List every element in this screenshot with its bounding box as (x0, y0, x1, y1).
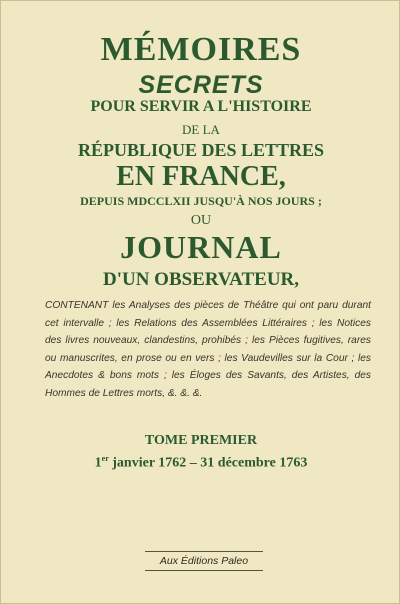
subtitle-pour-servir: POUR SERVIR A L'HISTOIRE (90, 98, 312, 115)
subtitle-de-la: DE LA (182, 122, 220, 137)
subtitle-en-france: EN FRANCE, (116, 161, 286, 192)
title-journal: JOURNAL (120, 229, 282, 265)
tome-label: TOME PREMIER (144, 433, 258, 448)
subtitle-depuis: DEPUIS MDCCLXII JUSQU'À NOS JOURS ; (80, 194, 322, 208)
subtitle-observateur: D'UN OBSERVATEUR, (102, 269, 300, 290)
publisher-label: Aux Éditions Paleo (145, 551, 263, 571)
date-rest: janvier 1762 – 31 décembre 1763 (108, 455, 308, 471)
date-superscript: er (101, 454, 109, 463)
date-range (1, 454, 400, 472)
subtitle-ou: OU (190, 213, 212, 228)
title-memoires: MÉMOIRES (100, 31, 302, 68)
contents-paragraph: CONTENANT les Analyses des pièces de Théâtre qui ont paru durant cet intervalle ; les Relations des Assemblées Littéraires ; les Notices des livres nouveaux, clandestins, prohibés ; les Pièces fugitives, rares ou manuscrites, en prose ou en vers ; les Vaudevilles sur la Cour ; les Anecdotes & bons mots ; les Éloges des Savants, des Artistes, des Hommes de Lettres morts, &. &. &. (45, 300, 371, 399)
title-secrets: SECRETS (138, 71, 264, 99)
subtitle-republique: RÉPUBLIQUE DES LETTRES (77, 140, 325, 160)
date-day: 1 (94, 455, 102, 471)
